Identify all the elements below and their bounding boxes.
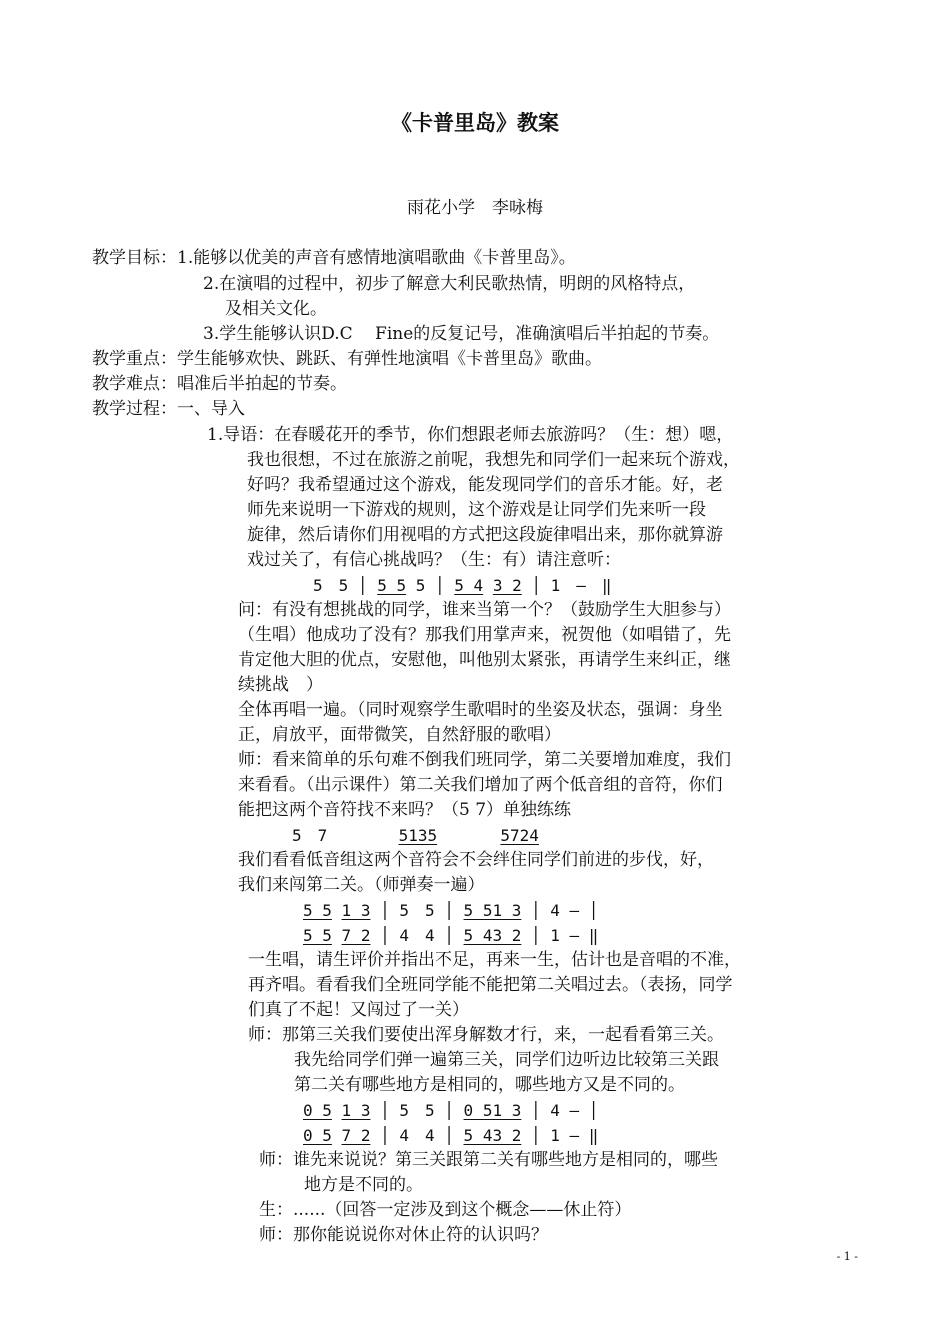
intro-paragraph-line: 戏过关了，有信心挑战吗？（生：有）请注意听： bbox=[247, 550, 621, 570]
page-number: - 1 - bbox=[836, 1250, 858, 1263]
body-line: 生：......（回答一定涉及到这个概念——休止符） bbox=[259, 1200, 632, 1220]
objective-3: 3.学生能够认识D.C Fine的反复记号，准确演唱后半拍起的节奏。 bbox=[203, 324, 720, 344]
notation-stage-3-line-1: 0 5 1 3 │ 5 5 │ 0 51 3 │ 4 — │ bbox=[303, 1101, 599, 1120]
body-line: 来看看。（出示课件）第二关我们增加了两个低音组的音符，你们 bbox=[238, 775, 723, 795]
body-line: （生唱）他成功了没有？那我们用掌声来，祝贺他（如唱错了，先 bbox=[238, 625, 731, 645]
objective-1: 教学目标：1.能够以优美的声音有感情地演唱歌曲《卡普里岛》。 bbox=[92, 248, 576, 268]
body-line: 师：那你能说说你对休止符的认识吗？ bbox=[259, 1225, 548, 1245]
intro-paragraph-line: 师先来说明一下游戏的规则，这个游戏是让同学们先来听一段 bbox=[247, 500, 706, 520]
teaching-process: 教学过程：一、导入 bbox=[92, 399, 245, 419]
body-line: 全体再唱一遍。（同时观察学生歌唱时的坐姿及状态，强调：身坐 bbox=[238, 700, 723, 720]
teaching-difficulty: 教学难点：唱准后半拍起的节奏。 bbox=[92, 374, 347, 394]
body-line: 续挑战 ） bbox=[238, 675, 323, 695]
body-line: 师：那第三关我们要使出浑身解数才行，来，一起看看第三关。 bbox=[248, 1025, 724, 1045]
body-line: 问：有没有想挑战的同学，谁来当第一个？（鼓励学生大胆参与） bbox=[238, 600, 731, 620]
notation-stage-3-line-2: 0 5 7 2 │ 4 4 │ 5 43 2 │ 1 — ‖ bbox=[303, 1126, 599, 1145]
body-line: 师：看来简单的乐句难不倒我们班同学，第二关要增加难度，我们 bbox=[238, 750, 731, 770]
teaching-focus: 教学重点：学生能够欢快、跳跃、有弹性地演唱《卡普里岛》歌曲。 bbox=[92, 349, 602, 369]
body-line: 我先给同学们弹一遍第三关，同学们边听边比较第三关跟 bbox=[294, 1050, 719, 1070]
body-line: 们真了不起！又闯过了一关） bbox=[248, 1000, 469, 1020]
author-line: 雨花小学 李咏梅 bbox=[407, 198, 543, 218]
intro-paragraph-line: 1.导语：在春暖花开的季节，你们想跟老师去旅游吗？（生：想）嗯， bbox=[207, 425, 734, 445]
notation-stage-2-line-2: 5 5 7 2 │ 4 4 │ 5 43 2 │ 1 — ‖ bbox=[303, 926, 599, 945]
notation-low-notes: 5 7 5135 5724 bbox=[292, 826, 539, 845]
body-line: 一生唱，请生评价并指出不足，再来一生，估计也是音唱的不准， bbox=[248, 950, 741, 970]
body-line: 师：谁先来说说？第三关跟第二关有哪些地方是相同的，哪些 bbox=[259, 1150, 718, 1170]
body-line: 肯定他大胆的优点，安慰他，叫他别太紧张，再请学生来纠正，继 bbox=[238, 650, 731, 670]
notation-stage-2-line-1: 5 5 1 3 │ 5 5 │ 5 51 3 │ 4 — │ bbox=[303, 901, 599, 920]
document-title: 《卡普里岛》教案 bbox=[391, 110, 559, 135]
body-line: 正，肩放平，面带微笑，自然舒服的歌唱） bbox=[238, 725, 561, 745]
body-line: 第二关有哪些地方是相同的，哪些地方又是不同的。 bbox=[294, 1075, 685, 1095]
intro-paragraph-line: 旋律，然后请你们用视唱的方式把这段旋律唱出来，那你就算游 bbox=[247, 525, 723, 545]
body-line: 再齐唱。看看我们全班同学能不能把第二关唱过去。（表扬，同学 bbox=[248, 975, 733, 995]
body-line: 能把这两个音符找不来吗？（5 7）单独练练 bbox=[238, 800, 572, 820]
body-line: 我们看看低音组这两个音符会不会绊住同学们前进的步伐，好， bbox=[238, 850, 714, 870]
notation-stage-1: 5 5 │ 5 5 5 │ 5 4 3 2 │ 1 — ‖ bbox=[313, 576, 612, 595]
objective-2: 2.在演唱的过程中，初步了解意大利民歌热情，明朗的风格特点， bbox=[203, 274, 696, 294]
body-line: 我们来闯第二关。（师弹奏一遍） bbox=[238, 875, 485, 895]
body-line: 地方是不同的。 bbox=[304, 1175, 423, 1195]
intro-paragraph-line: 我也很想，不过在旅游之前呢，我想先和同学们一起来玩个游戏， bbox=[247, 450, 740, 470]
intro-paragraph-line: 好吗？我希望通过这个游戏，能发现同学们的音乐才能。好，老 bbox=[247, 475, 723, 495]
objective-2-cont: 及相关文化。 bbox=[225, 299, 327, 319]
